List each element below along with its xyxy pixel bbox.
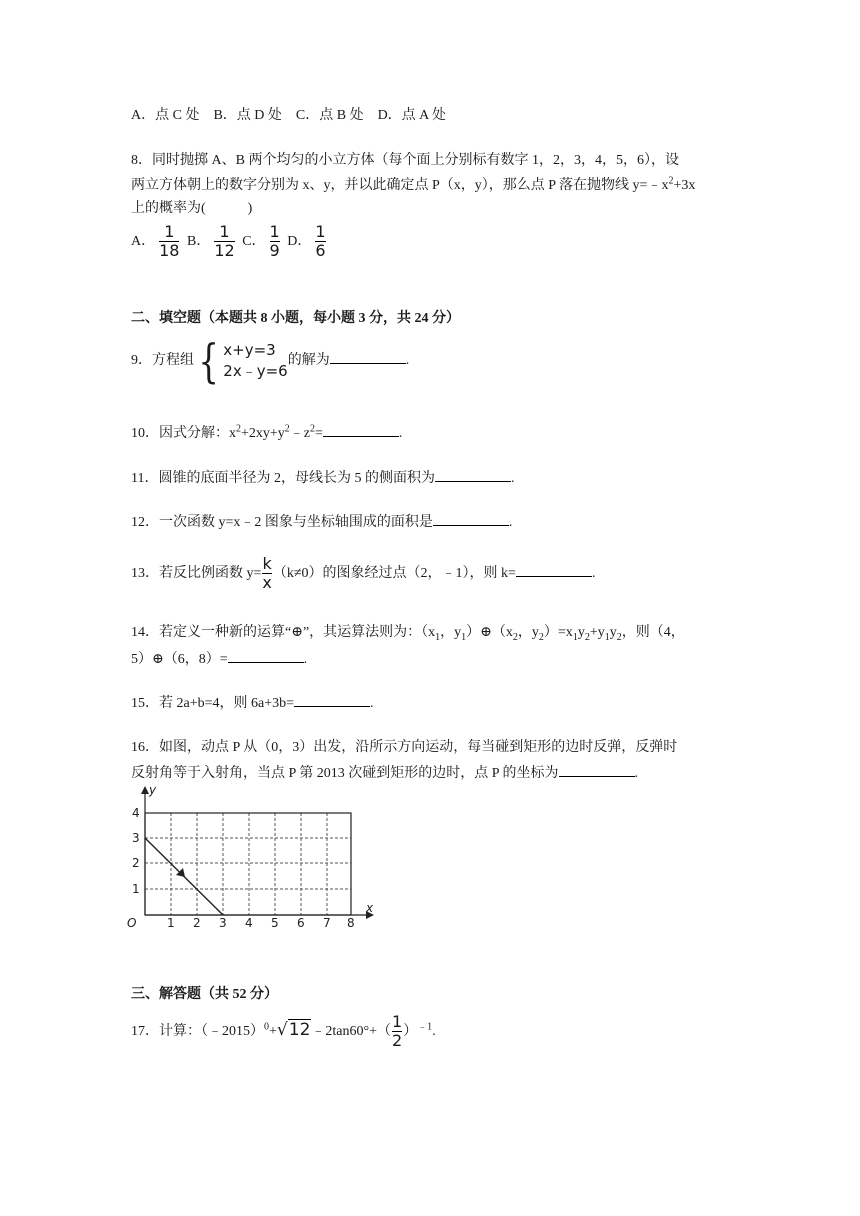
q12: 12．一次函数 y=x﹣2 图象与坐标轴围成的面积是 . [131,511,512,533]
y-tick: 3 [132,831,140,845]
q11: 11．圆锥的底面半径为 2，母线长为 5 的侧面积为 . [131,467,514,489]
q16-line2: 反射角等于入射角，当点 P 第 2013 次碰到矩形的边时，点 P 的坐标为 . [131,762,638,784]
q8-line2: 两立方体朝上的数字分别为 x、y，并以此确定点 P（x，y），那么点 P 落在抛物线 $y=﹣x^2+3x$ [131,175,696,193]
x-tick: 7 [323,916,331,930]
answer-blank [228,648,304,663]
q13: 13．若反比例函数 y= $\frac{k}{x}$ （k≠0）的图象经过点（2，﹣1），则 k= . [131,554,596,593]
answer-blank [294,692,370,707]
y-axis-label: y [149,783,157,797]
q8-option-c: C． $\frac{1}{9}$ [242,222,280,261]
q15: 15．若 2a+b=4，则 6a+3b= . [131,692,374,714]
answer-blank [435,467,511,482]
answer-blank [323,422,399,437]
q14-line1: 14．若定义一种新的运算“⊕”，其运算法则为：（$x_1$，$y_1)\oplus(x_2$，$y_2)=x_1y_2+y_1y_2$，则（4， [131,625,685,643]
q16-figure [126,782,378,932]
q10: 10．因式分解：$x^2+2xy+y^2﹣z^2=$ . [131,423,403,441]
q8-options [131,222,330,262]
y-tick: 4 [132,806,140,820]
q7-options: A．点 C 处 B．点 D 处 C．点 B 处 D．点 A 处 [131,108,447,123]
q16-line1: 16．如图，动点 P 从（0，3）出发，沿所示方向运动，每当碰到矩形的边时反弹，反弹时 [131,740,678,755]
answer-blank [516,562,592,577]
x-tick: 2 [193,916,201,930]
x-tick: 8 [347,916,355,930]
origin-label: O [127,916,137,930]
x-tick: 4 [245,916,253,930]
x-tick: 1 [167,916,175,930]
q8-line3: 上的概率为( ) [131,201,253,216]
section2-heading: 二、填空题（本题共 8 小题，每小题 3 分，共 24 分） [131,311,460,326]
x-tick: 3 [219,916,227,930]
answer-blank [330,349,406,364]
y-tick: 2 [132,856,140,870]
q14-line2: 5）⊕（6，8）= . [131,648,307,670]
x-axis-label: x [366,901,374,915]
q8-option-b: B． $\frac{1}{12}$ [186,222,235,261]
grid-lines [145,813,351,915]
q8-line1: 8．同时抛掷 A、B 两个均匀的小立方体（每个面上分别标有数字 1，2，3，4，5，6），设 [131,153,679,168]
q17: 17．计算：（﹣2015）$^0$+√12﹣2tan60°+（ $\frac{1}{2}$ ）$^{﹣1}$. [131,1012,436,1051]
q8-option-a: A． $\frac{1}{18}$ [131,222,180,261]
answer-blank [559,762,635,777]
q9: 9．方程组 { x+y=3 2x﹣y=6 的解为 . [131,333,410,388]
y-tick: 1 [132,882,140,896]
answer-blank [433,511,509,526]
section3-heading: 三、解答题（共 52 分） [131,987,278,1002]
x-tick: 6 [297,916,305,930]
x-tick: 5 [271,916,279,930]
q8-option-d: D． $\frac{1}{6}$ [287,222,326,261]
rectangle [145,813,351,915]
y-axis-arrow-icon [141,786,149,794]
